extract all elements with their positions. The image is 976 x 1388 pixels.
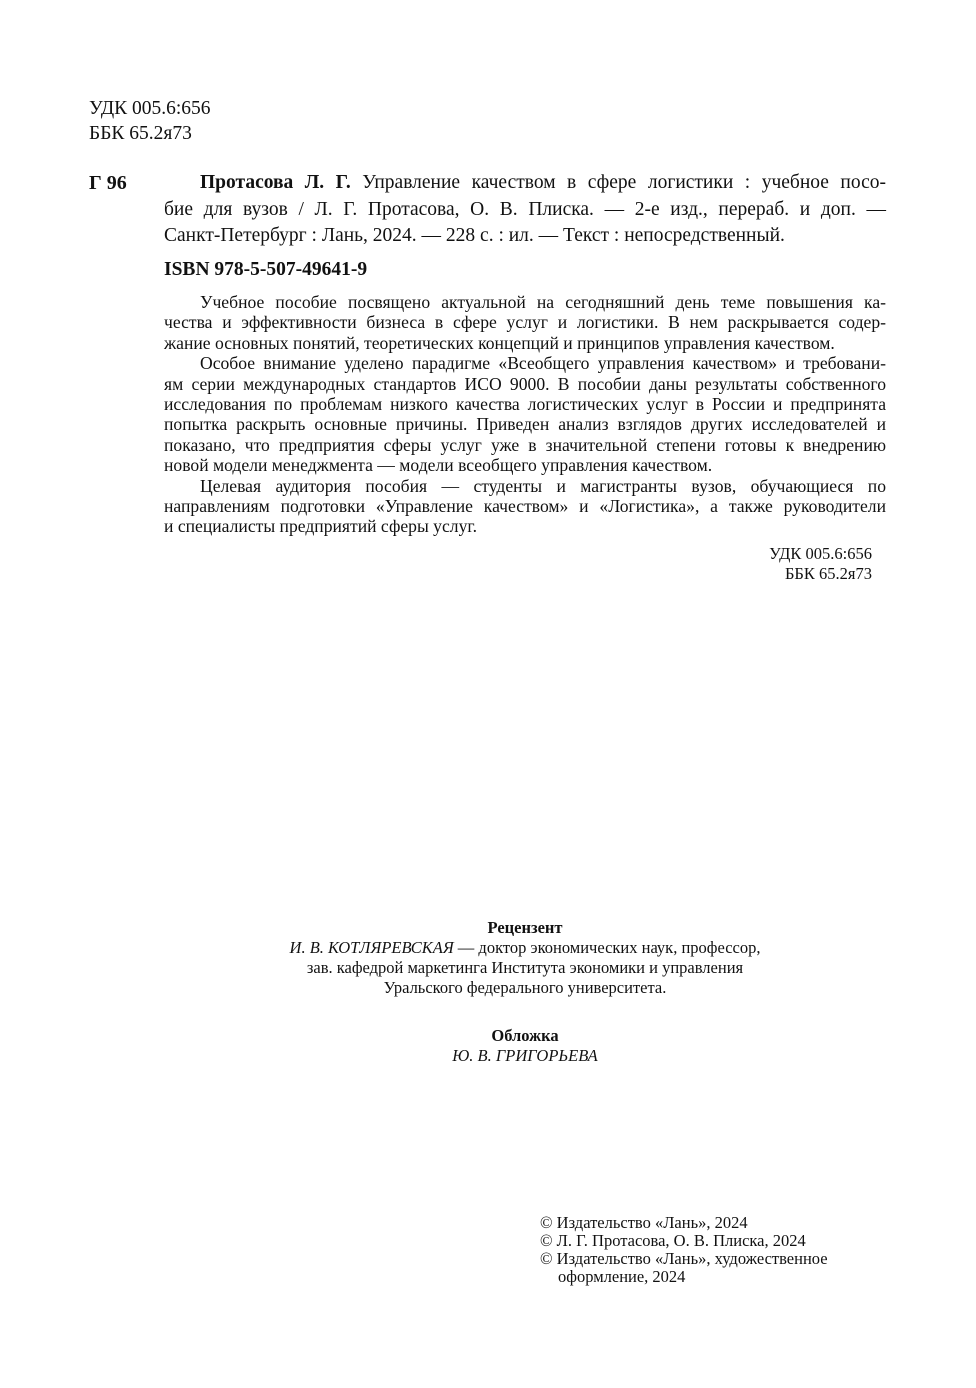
cover-title: Обложка — [491, 1026, 559, 1045]
bibliographic-line-2: бие для вузов / Л. Г. Протасова, О. В. Плиска. — 2-е изд., перераб. и доп. — — [164, 198, 886, 220]
annotation-line: Целевая аудитория пособия — студенты и магистранты вузов, обучающиеся по — [200, 475, 886, 496]
copyright-line: © Л. Г. Протасова, О. В. Плиска, 2024 — [540, 1231, 806, 1250]
annotation-line: исследования по проблемам низкого качества логистических услуг в России и предпринята — [164, 394, 886, 415]
bibliographic-line-3: Санкт-Петербург : Лань, 2024. — 228 с. : ил. — Текст : непосредственный. — [164, 225, 785, 246]
udk-code: УДК 005.6:656 — [769, 544, 872, 563]
cover-block — [164, 1026, 886, 1066]
bbk-code: ББК 65.2я73 — [784, 564, 872, 583]
copyright-line: оформление, 2024 — [558, 1267, 686, 1286]
udk-bbk-footer — [672, 544, 872, 584]
reviewer-name: И. В. КОТЛЯРЕВСКАЯ — [289, 938, 454, 957]
annotation-line: попытка раскрыть основные причины. Приведен анализ взглядов других исследователей и — [164, 414, 886, 435]
reviewer-block — [164, 918, 886, 998]
reviewer-line-3: Уральского федерального университета. — [383, 978, 667, 997]
reviewer-title: Рецензент — [487, 918, 563, 937]
udk-bbk-header — [89, 96, 211, 146]
annotation-line: Особое внимание уделено парадигме «Всеобщего управления качеством» и требовани- — [200, 353, 886, 374]
author-mark: Г 96 — [89, 172, 127, 194]
author-name: Протасова Л. Г. — [200, 172, 351, 193]
annotation-line: ям серии международных стандартов ИСО 9000. В пособии даны результаты собственного — [164, 373, 886, 394]
annotation-line: и специалисты предприятий сферы услуг. — [164, 516, 477, 537]
reviewer-line-1 — [164, 938, 886, 958]
copyright-block — [540, 1214, 828, 1286]
annotation-line: показано, что предприятия сферы услуг уже в значительной степени готовы к внедрению — [164, 434, 886, 455]
isbn: ISBN 978-5-507-49641-9 — [164, 259, 368, 280]
annotation — [164, 292, 886, 537]
bibliographic-line-1 — [164, 170, 886, 197]
copyright-line: © Издательство «Лань», художественное — [540, 1249, 828, 1268]
bbk-code: ББК 65.2я73 — [89, 123, 192, 144]
annotation-line: чества и эффективности бизнеса в сфере услуг и логистики. В нем раскрывается содер- — [164, 312, 886, 333]
cover-designer: Ю. В. ГРИГОРЬЕВА — [452, 1046, 598, 1065]
annotation-line: Учебное пособие посвящено актуальной на сегодняшний день теме повышения ка- — [200, 292, 886, 312]
annotation-line: направлениям подготовки «Управление качеством» и «Логистика», а также руководители — [164, 496, 886, 517]
udk-code: УДК 005.6:656 — [89, 98, 211, 119]
reviewer-credentials: — доктор экономических наук, профессор, — [453, 938, 761, 957]
annotation-line: новой модели менеджмента — модели всеобщего управления качеством. — [164, 455, 713, 476]
bibliographic-title: Управление качеством в сфере логистики : учебное посо- — [350, 172, 886, 193]
reviewer-line-2: зав. кафедрой маркетинга Института экономики и управления — [306, 958, 744, 977]
bibliographic-record — [164, 170, 886, 250]
copyright-line: © Издательство «Лань», 2024 — [540, 1213, 748, 1232]
annotation-line: жание основных понятий, теоретических концепций и принципов управления качеством. — [164, 332, 835, 353]
